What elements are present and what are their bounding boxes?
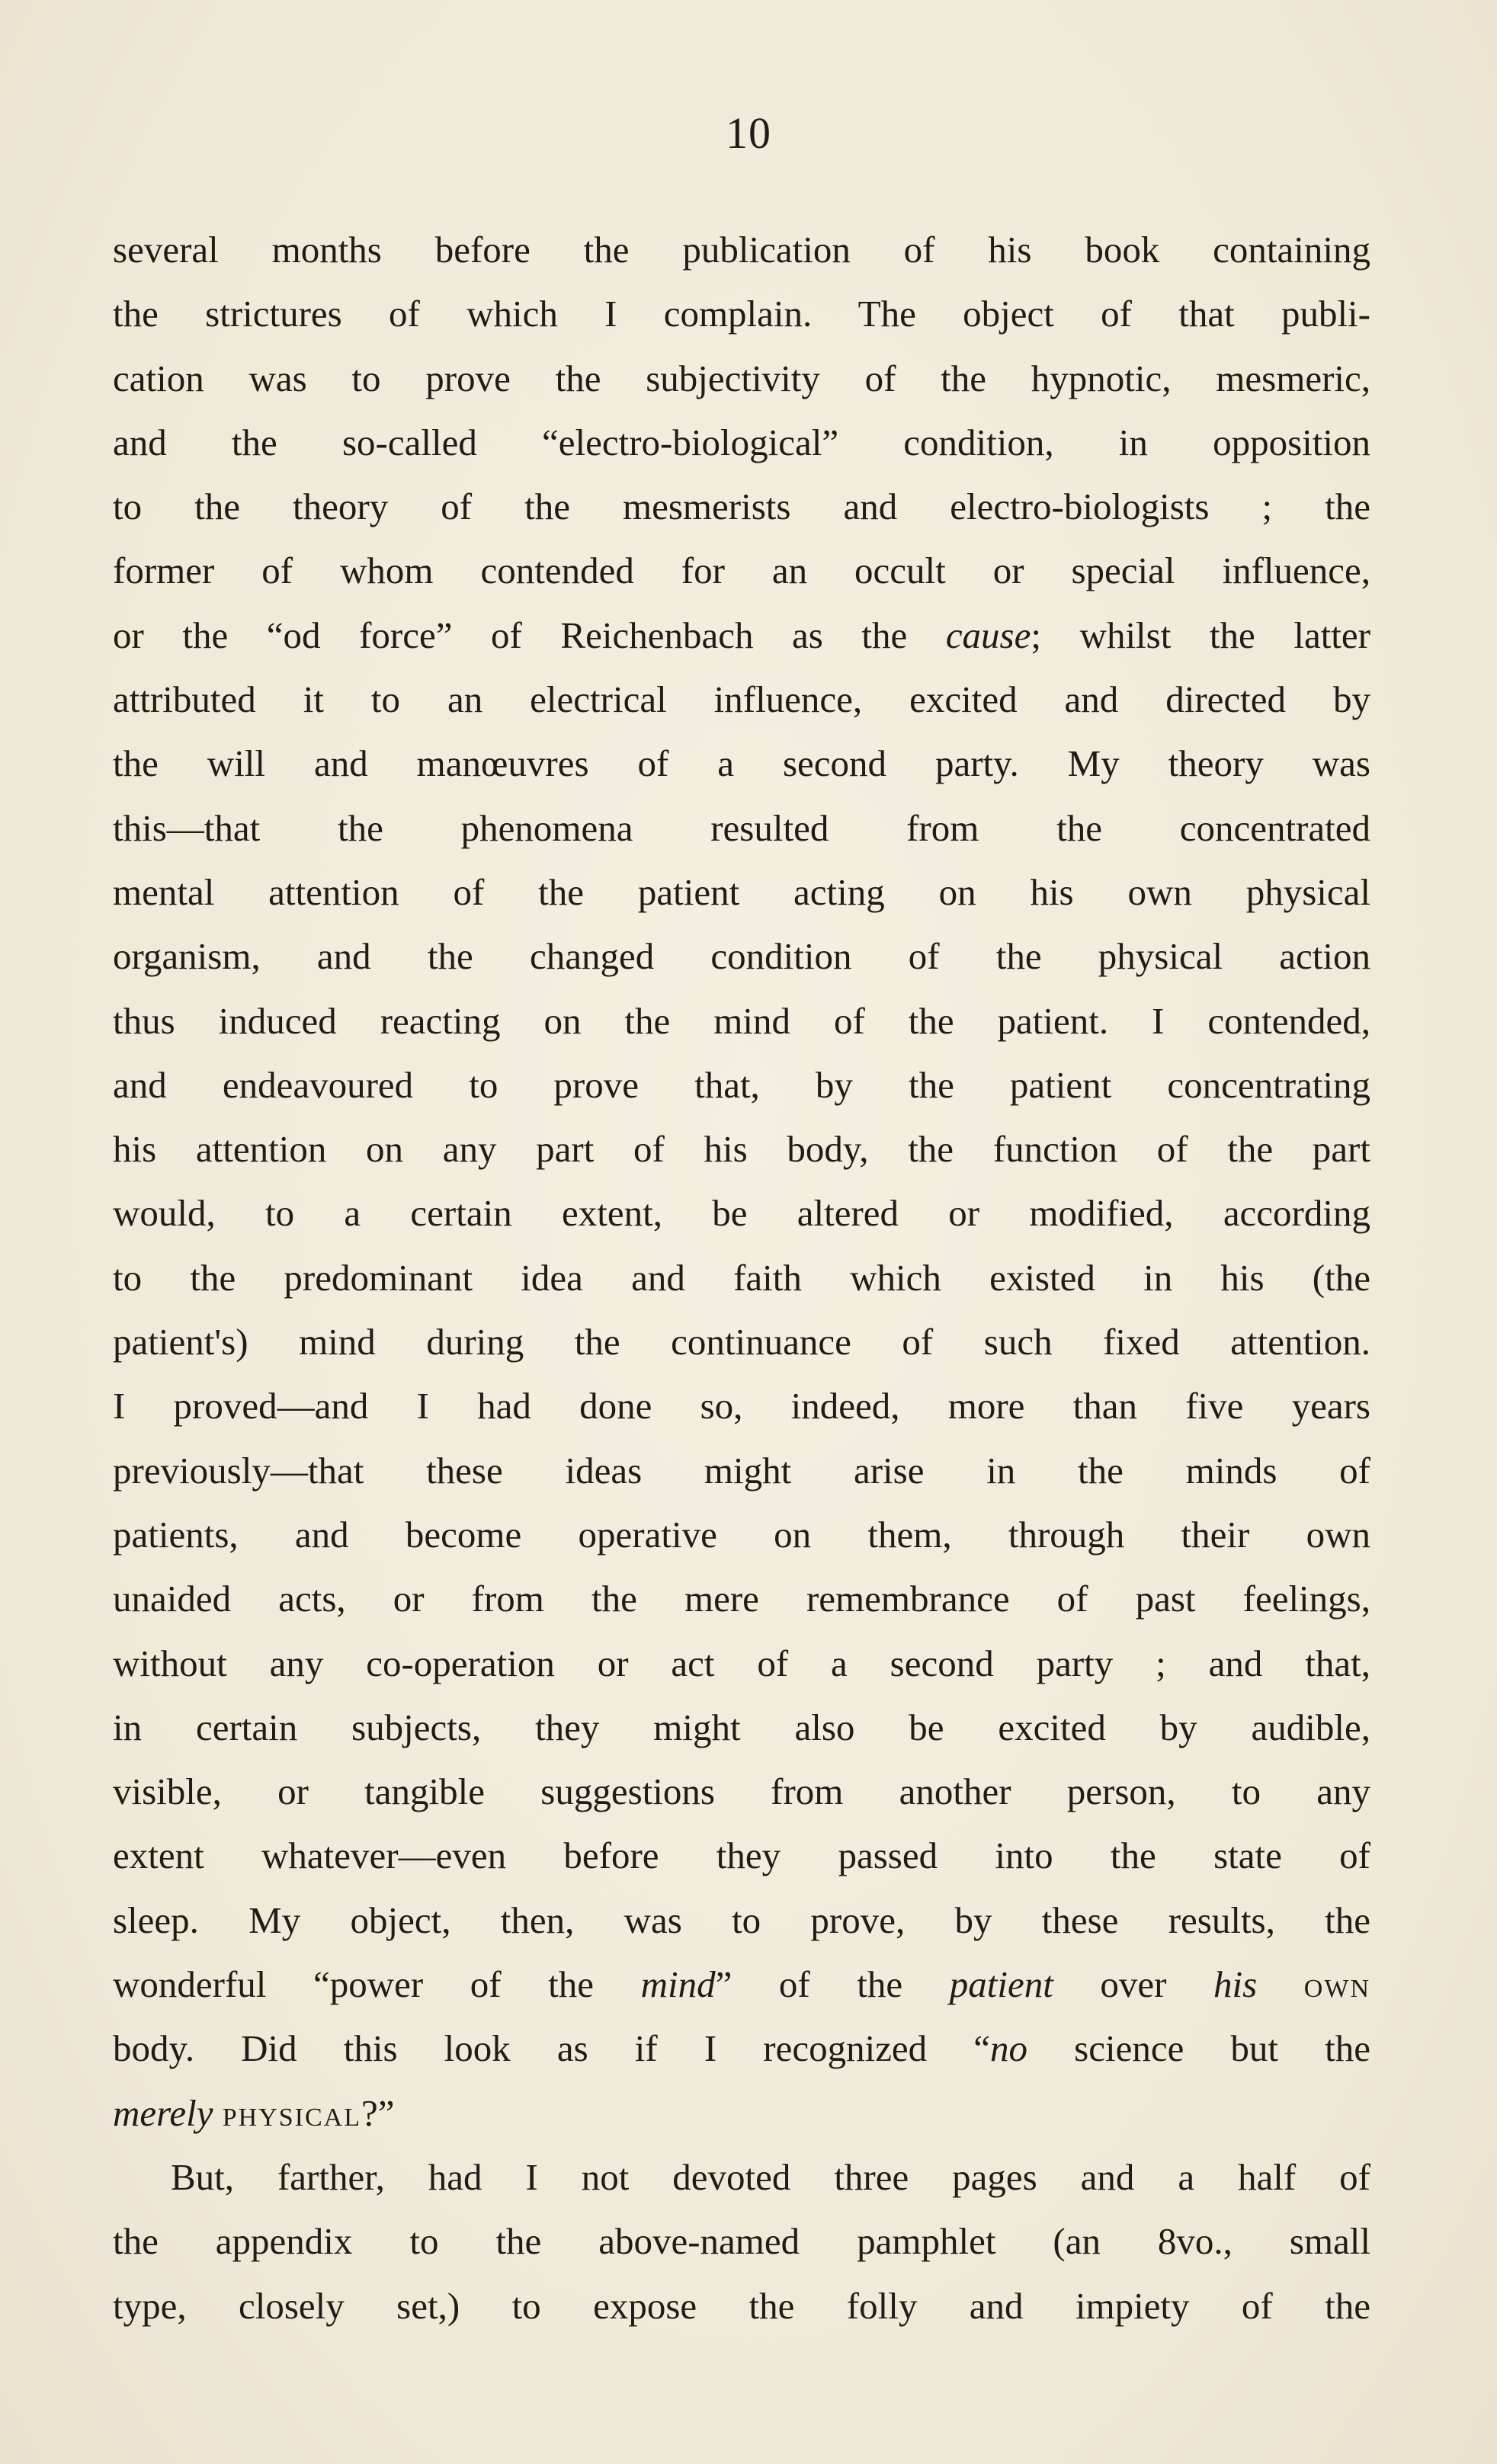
- text-run: previously—that these ideas might arise in the minds of: [113, 1449, 1370, 1492]
- text-run: would, to a certain extent, be altered or modified, according: [113, 1192, 1370, 1235]
- text-run: ; whilst the latter: [1031, 614, 1370, 656]
- italic-text: no: [990, 2027, 1028, 2070]
- text-run: his attention on any part of his body, the function of the part: [113, 1128, 1370, 1171]
- text-line: [113, 1889, 1370, 1953]
- text-line: [113, 1053, 1370, 1117]
- text-run: and endeavoured to prove that, by the patient concentrating: [113, 1063, 1370, 1106]
- text-run: or the “od force” of Reichenbach as the: [113, 614, 946, 656]
- body-text: [113, 218, 1370, 2338]
- text-line: [113, 218, 1370, 282]
- text-run: over: [1053, 1963, 1214, 2006]
- text-run: former of whom contended for an occult or special influence,: [113, 550, 1370, 592]
- text-run: ” of the: [715, 1963, 950, 2006]
- small-caps-text: physical: [222, 2091, 361, 2134]
- text-run: I proved—and I had done so, indeed, more than five years: [113, 1385, 1370, 1427]
- italic-text: patient: [949, 1963, 1053, 2006]
- text-line: [113, 1181, 1370, 1245]
- text-line: [113, 604, 1370, 668]
- text-run: wonderful “power of the: [113, 1963, 641, 2006]
- text-run: the appendix to the above-named pamphlet (an 8vo., small: [113, 2220, 1370, 2263]
- text-line: [113, 1310, 1370, 1374]
- text-run: visible, or tangible suggestions from another person, to any: [113, 1770, 1370, 1813]
- text-run: cation was to prove the subjectivity of the hypnotic, mesmeric,: [113, 357, 1370, 399]
- page-number: 10: [726, 108, 771, 158]
- text-line: [113, 347, 1370, 411]
- text-line: [113, 1246, 1370, 1310]
- text-run: type, closely set,) to expose the folly and impiety of the: [113, 2284, 1370, 2327]
- text-run: several months before the publication of his book containing: [113, 229, 1370, 271]
- text-line: [113, 539, 1370, 603]
- text-line: [113, 1439, 1370, 1503]
- italic-text: merely: [113, 2091, 213, 2134]
- text-line: [113, 1117, 1370, 1181]
- text-run: extent whatever—even before they passed into the state of: [113, 1834, 1370, 1877]
- text-line: [113, 1953, 1370, 2017]
- text-run: organism, and the changed condition of the physical action: [113, 935, 1370, 978]
- text-run: thus induced reacting on the mind of the patient. I contended,: [113, 999, 1370, 1042]
- text-line: [113, 2274, 1370, 2338]
- text-line: [113, 1632, 1370, 1696]
- text-run: sleep. My object, then, was to prove, by these results, the: [113, 1898, 1370, 1941]
- text-run: and the so-called “electro-biological” condition, in opposition: [113, 421, 1370, 463]
- text-line: [113, 2017, 1370, 2081]
- text-line: [113, 668, 1370, 732]
- italic-text: mind: [640, 1963, 716, 2006]
- text-line: [113, 924, 1370, 988]
- text-run: attributed it to an electrical influence, excited and directed by: [113, 678, 1370, 721]
- italic-text: cause: [945, 614, 1031, 656]
- text-run: this—that the phenomena resulted from the concentrated: [113, 806, 1370, 849]
- text-line: [113, 1374, 1370, 1438]
- text-run: [213, 2092, 223, 2134]
- text-line: [113, 1824, 1370, 1888]
- small-caps-text: own: [1303, 1963, 1370, 2006]
- text-line: [113, 1503, 1370, 1567]
- italic-text: his: [1213, 1963, 1258, 2006]
- text-run: body. Did this look as if I recognized “: [113, 2027, 991, 2070]
- text-line: [113, 860, 1370, 924]
- text-line: [113, 732, 1370, 796]
- text-line: [113, 796, 1370, 860]
- text-run: But, farther, had I not devoted three pages and a half of: [171, 2155, 1370, 2198]
- text-line: [113, 1760, 1370, 1824]
- text-line: [113, 475, 1370, 539]
- text-run: [1257, 1963, 1304, 2005]
- text-line: [113, 282, 1370, 346]
- text-run: ?”: [361, 2091, 395, 2134]
- text-run: to the predominant idea and faith which existed in his (the: [113, 1256, 1370, 1299]
- text-line: [113, 1696, 1370, 1760]
- text-line: [113, 2081, 1370, 2145]
- text-line: [113, 989, 1370, 1053]
- text-line: [113, 1567, 1370, 1631]
- text-run: patients, and become operative on them, through their own: [113, 1513, 1370, 1556]
- text-line: [113, 2145, 1370, 2209]
- text-line: [113, 2209, 1370, 2273]
- text-run: in certain subjects, they might also be excited by audible,: [113, 1706, 1370, 1748]
- text-run: to the theory of the mesmerists and electro-biologists ; the: [113, 485, 1370, 528]
- text-run: mental attention of the patient acting on his own physical: [113, 870, 1370, 913]
- text-line: [113, 411, 1370, 475]
- text-run: patient's) mind during the continuance of such fixed attention.: [113, 1321, 1370, 1363]
- text-run: the strictures of which I complain. The object of that publi-: [113, 293, 1370, 335]
- text-run: the will and manœuvres of a second party. My theory was: [113, 742, 1370, 785]
- text-run: without any co-operation or act of a second party ; and that,: [113, 1642, 1370, 1684]
- text-run: science but the: [1027, 2027, 1370, 2070]
- text-run: unaided acts, or from the mere remembrance of past feelings,: [113, 1578, 1370, 1620]
